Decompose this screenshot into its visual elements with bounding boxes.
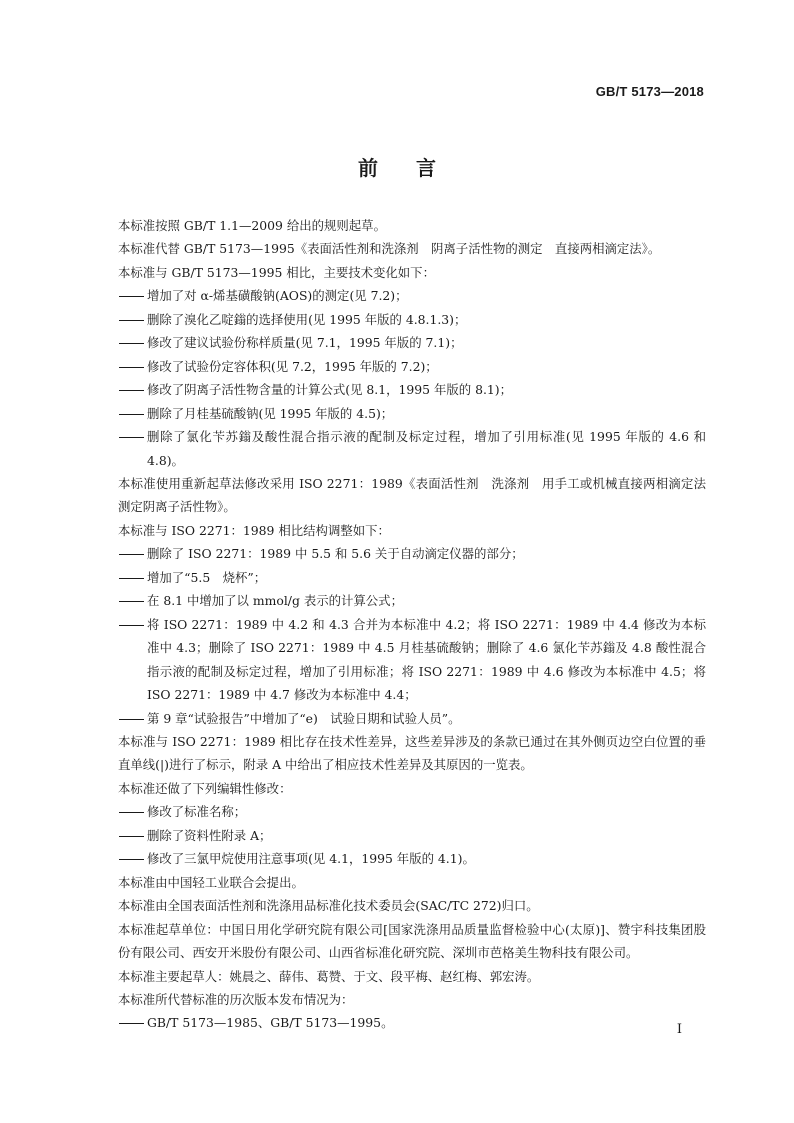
list-item-text: 将 ISO 2271：1989 中 4.2 和 4.3 合并为本标准中 4.2；将 ISO 2271：1989 中 4.4 修改为本标准中 4.3；删除了 ISO 2271：1989 中 4.5 月桂基硫酸钠；删除了 4.6 氯化苄苏鎓及 4.8 酸性混合指示液的配制及标定过程，增加了引用标准；将 ISO 2271：1989 中 4.6 修改为本标准中 4.5；将 ISO 2271：1989 中 4.7 修改为本标准中 4.4；	[147, 616, 706, 703]
paragraph: 本标准使用重新起草法修改采用 ISO 2271：1989《表面活性剂 洗涤剂 用手工或机械直接两相滴定法测定阴离子活性物》。	[118, 475, 706, 515]
list-item	[118, 308, 706, 331]
list-item	[118, 331, 706, 354]
list-item-text: 修改了标准名称；	[147, 804, 247, 820]
list-item	[118, 613, 706, 707]
list-item	[118, 378, 706, 401]
list-item	[118, 402, 706, 425]
list-item-text: 修改了试验份定容体积(见 7.2，1995 年版的 7.2)；	[147, 358, 438, 374]
list-item-text: 删除了资料性附录 A；	[147, 827, 272, 843]
list-item-text: 删除了溴化乙啶鎓的选择使用(见 1995 年版的 4.8.1.3)；	[147, 311, 467, 327]
paragraph: 本标准还做了下列编辑性修改：	[118, 780, 292, 796]
paragraph: 本标准起草单位：中国日用化学研究院有限公司[国家洗涤用品质量监督检验中心(太原)]、赞宇科技集团股份有限公司、西安开米股份有限公司、山西省标准化研究院、深圳市芭格美生物科技有限公司。	[118, 921, 706, 961]
paragraph: 本标准代替 GB/T 5173—1995《表面活性剂和洗涤剂 阴离子活性物的测定 直接两相滴定法》。	[118, 241, 661, 257]
list-item-text: 增加了“5.5 烧杯”；	[147, 569, 267, 585]
paragraph: 本标准由中国轻工业联合会提出。	[118, 874, 304, 890]
paragraph: 本标准所代替标准的历次版本发布情况为：	[118, 991, 354, 1007]
paragraph: 本标准与 ISO 2271：1989 相比存在技术性差异，这些差异涉及的条款已通过在其外侧页边空白位置的垂直单线(|)进行了标示，附录 A 中给出了相应技术性差异及其原因的一览表。	[118, 733, 706, 773]
list-item	[118, 589, 706, 612]
list-item-text: 增加了对 α-烯基磺酸钠(AOS)的测定(见 7.2)；	[147, 288, 408, 304]
paragraph: 本标准由全国表面活性剂和洗涤用品标准化技术委员会(SAC/TC 272)归口。	[118, 898, 539, 914]
list-item-text: 修改了建议试验份称样质量(见 7.1，1995 年版的 7.1)；	[147, 335, 463, 351]
list-item	[118, 1011, 706, 1034]
paragraph: 本标准与 GB/T 5173—1995 相比，主要技术变化如下：	[118, 264, 435, 280]
list-item	[118, 425, 706, 472]
list-item	[118, 824, 706, 847]
paragraph: 本标准按照 GB/T 1.1—2009 给出的规则起草。	[118, 218, 386, 233]
list-item	[118, 707, 706, 730]
list-item-text: 修改了三氯甲烷使用注意事项(见 4.1，1995 年版的 4.1)。	[147, 851, 475, 867]
list-item	[118, 355, 706, 378]
paragraph: 本标准与 ISO 2271：1989 相比结构调整如下：	[118, 522, 390, 538]
list-item	[118, 284, 706, 307]
list-item-text: 修改了阴离子活性物含量的计算公式(见 8.1，1995 年版的 8.1)；	[147, 382, 513, 398]
page-number: I	[676, 1022, 682, 1037]
standard-code: GB/T 5173—2018	[595, 84, 704, 99]
paragraph: 本标准主要起草人：姚晨之、薛伟、葛赞、于文、段平梅、赵红梅、郭宏涛。	[118, 968, 540, 984]
list-item	[118, 800, 706, 823]
list-item-text: 删除了氯化苄苏鎓及酸性混合指示液的配制及标定过程，增加了引用标准(见 1995 年版的 4.6 和 4.8)。	[147, 429, 706, 468]
list-item-text: 在 8.1 中增加了以 mmol/g 表示的计算公式；	[147, 593, 403, 609]
list-item	[118, 542, 706, 565]
list-item-text: 第 9 章“试验报告”中增加了“e) 试验日期和试验人员”。	[147, 710, 461, 726]
list-item	[118, 847, 706, 870]
list-item-text: 删除了 ISO 2271：1989 中 5.5 和 5.6 关于自动滴定仪器的部分；	[147, 546, 524, 562]
list-item	[118, 566, 706, 589]
list-item-text: GB/T 5173—1985、GB/T 5173—1995。	[147, 1015, 394, 1031]
page-title: 前言	[358, 156, 474, 180]
list-item-text: 删除了月桂基硫酸钠(见 1995 年版的 4.5)；	[147, 405, 394, 421]
foreword-body	[118, 214, 706, 1035]
